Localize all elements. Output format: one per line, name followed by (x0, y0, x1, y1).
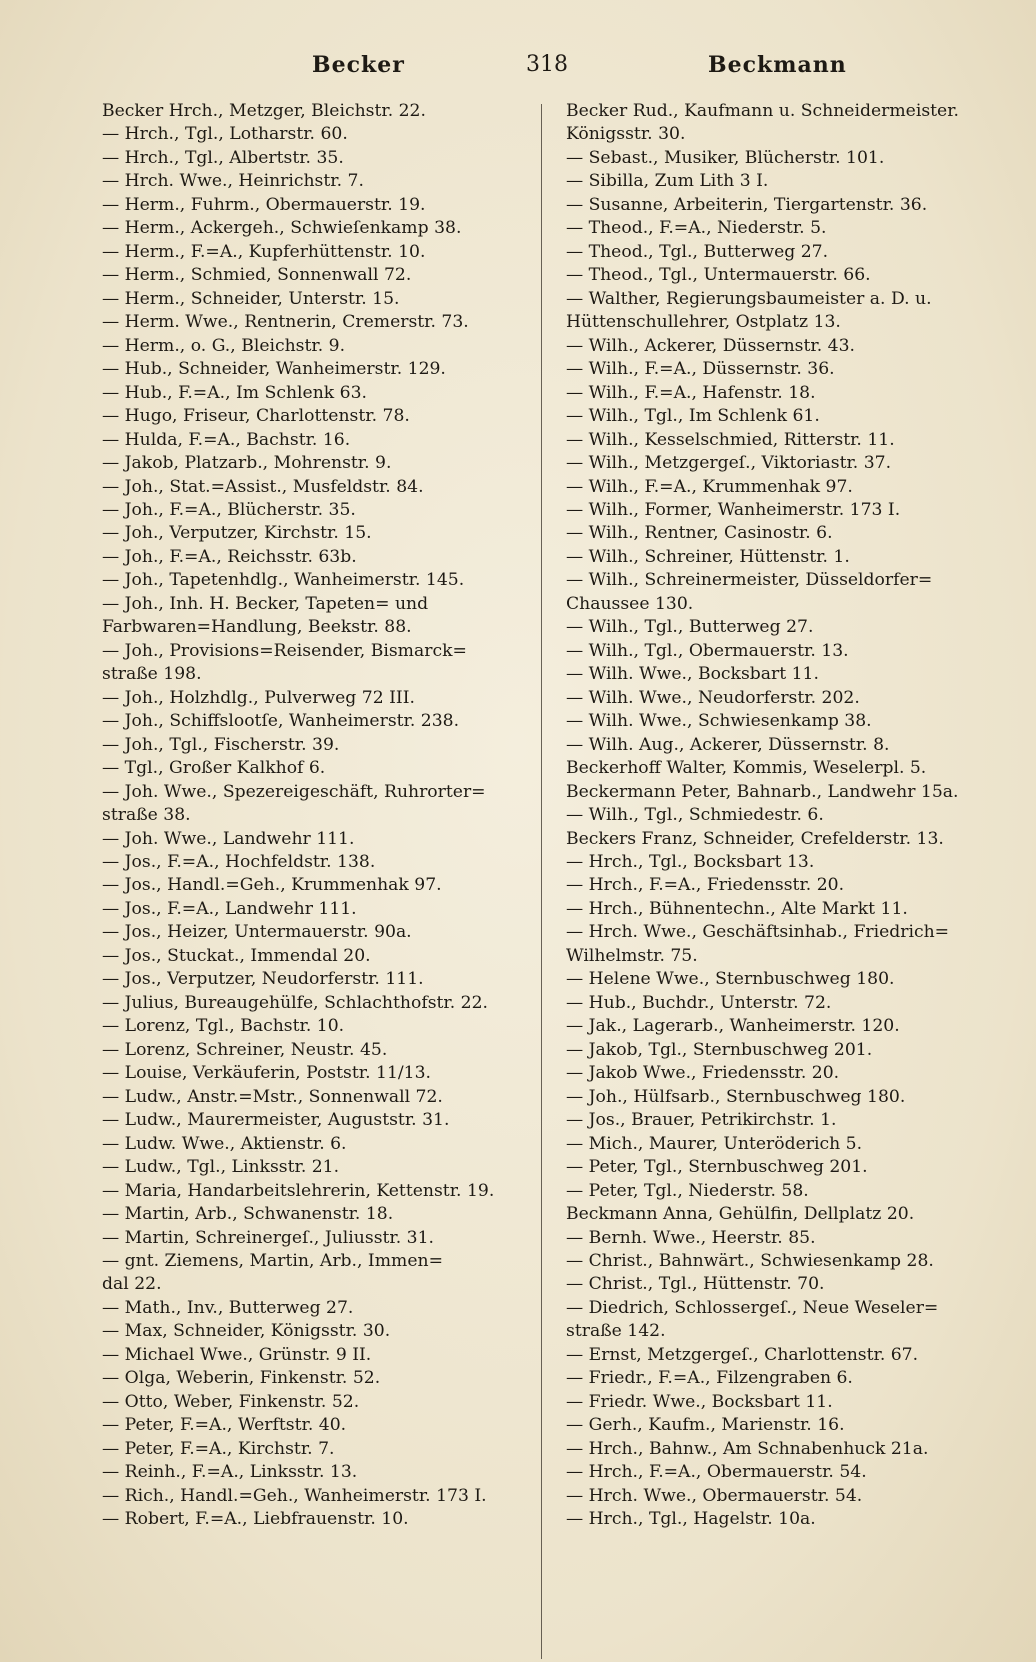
directory-entry: — Martin, Schreinergeſ., Juliusstr. 31. (102, 1227, 435, 1248)
directory-entry: — Wilh., Tgl., Schmiedestr. 6. (566, 805, 824, 826)
directory-entry: — Ludw. Wwe., Aktienstr. 6. (102, 1133, 347, 1154)
directory-entry: — Peter, F.=A., Kirchstr. 7. (102, 1438, 335, 1459)
directory-entry: Becker Hrch., Metzger, Bleichstr. 22. (102, 101, 426, 121)
directory-entry: Beckermann Peter, Bahnarb., Landwehr 15a. (566, 781, 959, 802)
directory-entry: — Jakob, Platzarb., Mohrenstr. 9. (102, 453, 392, 474)
directory-entry: — Sebast., Musiker, Blücherstr. 101. (566, 147, 885, 168)
directory-entry: Hüttenschullehrer, Ostplatz 13. (566, 312, 841, 333)
directory-entry: — Herm., o. G., Bleichstr. 9. (102, 335, 346, 356)
directory-entry: — Hugo, Friseur, Charlottenstr. 78. (102, 406, 410, 427)
directory-entry: — Michael Wwe., Grünstr. 9 II. (102, 1344, 372, 1365)
directory-entry: — Joh., Tapetenhdlg., Wanheimerstr. 145. (102, 570, 465, 591)
directory-entry: — Hub., Buchdr., Unterstr. 72. (566, 992, 832, 1013)
directory-entry: — Mich., Maurer, Unteröderich 5. (566, 1133, 863, 1154)
directory-entry: — Joh., Tgl., Fischerstr. 39. (102, 734, 340, 755)
directory-entry: — Wilh., F.=A., Hafenstr. 18. (566, 382, 816, 403)
directory-entry: — Hrch., Tgl., Hagelstr. 10a. (566, 1509, 816, 1530)
directory-entry: — Louise, Verkäuferin, Poststr. 11/13. (102, 1063, 432, 1084)
directory-entry: — Joh., Stat.=Assist., Musfeldstr. 84. (102, 476, 424, 497)
directory-entry: — Jos., Heizer, Untermauerstr. 90a. (102, 922, 412, 943)
directory-entry: — Jakob, Tgl., Sternbuschweg 201. (566, 1039, 873, 1060)
directory-entry: — Jos., Verputzer, Neudorferstr. 111. (102, 969, 424, 990)
directory-entry: — Otto, Weber, Finkenstr. 52. (102, 1391, 360, 1412)
directory-entry: — Julius, Bureaugehülfe, Schlachthofstr. 22. (102, 992, 489, 1013)
directory-entry: — Sibilla, Zum Lith 3 I. (566, 171, 769, 192)
page-number: 318 (526, 52, 568, 77)
directory-entry: — Wilh., Tgl., Butterweg 27. (566, 617, 814, 638)
directory-entry: — Joh., Schiffslootſe, Wanheimerstr. 238. (102, 711, 460, 732)
directory-entry: — Herm., Schmied, Sonnenwall 72. (102, 265, 412, 286)
directory-entry: — Friedr. Wwe., Bocksbart 11. (566, 1391, 833, 1412)
directory-entry: — Hrch. Wwe., Heinrichstr. 7. (102, 171, 364, 192)
directory-entry: — Hrch., Tgl., Albertstr. 35. (102, 147, 344, 168)
directory-entry: — Math., Inv., Butterweg 27. (102, 1297, 354, 1318)
directory-entry: — Hrch. Wwe., Geschäftsinhab., Friedrich= (566, 922, 950, 943)
directory-entry: — Ernst, Metzgergeſ., Charlottenstr. 67. (566, 1344, 919, 1365)
directory-entry: — Tgl., Großer Kalkhof 6. (102, 758, 326, 779)
directory-entry: — Joh., Provisions=Reisender, Bismarck= (102, 640, 467, 661)
directory-entry: — Walther, Regierungsbaumeister a. D. u. (566, 288, 932, 309)
directory-entry: — Wilh., F.=A., Düssernstr. 36. (566, 359, 835, 380)
directory-entry: — Bernh. Wwe., Heerstr. 85. (566, 1227, 816, 1248)
directory-entry: — Herm., Ackergeh., Schwieſenkamp 38. (102, 218, 462, 239)
directory-entry: — Jos., Handl.=Geh., Krummenhak 97. (102, 875, 442, 896)
directory-entry: — Peter, Tgl., Sternbuschweg 201. (566, 1157, 868, 1178)
directory-entry: — Theod., Tgl., Butterweg 27. (566, 241, 829, 262)
directory-entry: — Maria, Handarbeitslehrerin, Kettenstr. 19. (102, 1180, 495, 1201)
directory-entry: — Wilh., Tgl., Obermauerstr. 13. (566, 640, 849, 661)
directory-entry: — Joh. Wwe., Spezereigeschäft, Ruhrorter= (102, 781, 486, 802)
directory-entry: — Jos., Stuckat., Immendal 20. (102, 945, 371, 966)
directory-entry: — Susanne, Arbeiterin, Tiergartenstr. 36. (566, 194, 928, 215)
directory-entry: — gnt. Ziemens, Martin, Arb., Immen= (102, 1250, 443, 1271)
directory-entry: — Peter, Tgl., Niederstr. 58. (566, 1180, 809, 1201)
directory-entry: — Wilh., Metzgergeſ., Viktoriastr. 37. (566, 453, 892, 474)
directory-entry: Beckerhoff Walter, Kommis, Weselerpl. 5. (566, 758, 927, 779)
directory-entry: — Christ., Bahnwärt., Schwiesenkamp 28. (566, 1250, 934, 1271)
directory-entry: — Theod., Tgl., Untermauerstr. 66. (566, 265, 871, 286)
header-left-keyword: Becker (312, 52, 405, 78)
directory-entry: — Wilh., Former, Wanheimerstr. 173 I. (566, 499, 901, 520)
page-header (0, 52, 1036, 92)
directory-entry: Königsstr. 30. (566, 124, 686, 145)
directory-entry: — Hrch., F.=A., Obermauerstr. 54. (566, 1462, 867, 1483)
directory-entry: — Wilh. Wwe., Bocksbart 11. (566, 664, 819, 685)
directory-entry: — Hrch., F.=A., Friedensstr. 20. (566, 875, 845, 896)
directory-entry: — Theod., F.=A., Niederstr. 5. (566, 218, 827, 239)
directory-entry: — Wilh., Ackerer, Düssernstr. 43. (566, 335, 855, 356)
directory-entry: — Wilh. Wwe., Schwiesenkamp 38. (566, 711, 872, 732)
directory-entry: — Diedrich, Schlossergeſ., Neue Weseler= (566, 1297, 939, 1318)
directory-entry: — Herm. Wwe., Rentnerin, Cremerstr. 73. (102, 312, 469, 333)
directory-entry: — Joh., Hülfsarb., Sternbuschweg 180. (566, 1086, 906, 1107)
left-column (102, 100, 534, 1532)
directory-entry: — Wilh., Kesselschmied, Ritterstr. 11. (566, 429, 895, 450)
directory-entry: — Robert, F.=A., Liebfrauenstr. 10. (102, 1509, 409, 1530)
right-column (566, 100, 1006, 1532)
directory-entry: dal 22. (102, 1274, 162, 1295)
directory-entry: — Max, Schneider, Königsstr. 30. (102, 1321, 391, 1342)
directory-entry: straße 142. (566, 1321, 666, 1342)
directory-entry: — Hub., F.=A., Im Schlenk 63. (102, 382, 367, 403)
directory-entry: Farbwaren=Handlung, Beekstr. 88. (102, 617, 412, 638)
directory-entry: — Hub., Schneider, Wanheimerstr. 129. (102, 359, 446, 380)
directory-entry: Beckers Franz, Schneider, Crefelderstr. 13. (566, 828, 944, 849)
directory-entry: — Hrch., Bühnentechn., Alte Markt 11. (566, 898, 908, 919)
directory-entry: — Herm., F.=A., Kupferhüttenstr. 10. (102, 241, 426, 262)
directory-entry: Chaussee 130. (566, 593, 694, 614)
directory-entry: — Hrch. Wwe., Obermauerstr. 54. (566, 1485, 863, 1506)
directory-entry: — Jos., F.=A., Landwehr 111. (102, 898, 357, 919)
directory-entry: — Martin, Arb., Schwanenstr. 18. (102, 1204, 394, 1225)
directory-entry: — Reinh., F.=A., Linksstr. 13. (102, 1462, 358, 1483)
directory-entry: — Wilh., Rentner, Casinostr. 6. (566, 523, 833, 544)
directory-entry: — Wilh., F.=A., Krummenhak 97. (566, 476, 853, 497)
directory-entry: — Joh., F.=A., Blücherstr. 35. (102, 499, 356, 520)
directory-entry: — Herm., Fuhrm., Obermauerstr. 19. (102, 194, 426, 215)
directory-entry: — Hrch., Bahnw., Am Schnabenhuck 21a. (566, 1438, 929, 1459)
directory-entry: — Joh., Holzhdlg., Pulverweg 72 III. (102, 687, 415, 708)
directory-entry: — Wilh. Wwe., Neudorferstr. 202. (566, 687, 860, 708)
directory-entry: — Wilh., Schreiner, Hüttenstr. 1. (566, 546, 850, 567)
directory-entry: — Jos., F.=A., Hochfeldstr. 138. (102, 852, 376, 872)
column-divider (541, 104, 542, 1659)
directory-entry: Beckmann Anna, Gehülfin, Dellplatz 20. (566, 1204, 915, 1225)
directory-entry: — Lorenz, Schreiner, Neustr. 45. (102, 1039, 388, 1060)
directory-entry: — Helene Wwe., Sternbuschweg 180. (566, 969, 895, 990)
directory-entry: — Friedr., F.=A., Filzengraben 6. (566, 1368, 853, 1389)
directory-entry: — Joh., Inh. H. Becker, Tapeten= und (102, 593, 429, 614)
directory-entry: — Hulda, F.=A., Bachstr. 16. (102, 429, 351, 450)
directory-entry: — Joh. Wwe., Landwehr 111. (102, 828, 355, 849)
directory-entry: — Jakob Wwe., Friedensstr. 20. (566, 1063, 840, 1084)
directory-entry: — Joh., Verputzer, Kirchstr. 15. (102, 523, 372, 544)
directory-entry: — Joh., F.=A., Reichsstr. 63b. (102, 546, 357, 567)
directory-entry: — Jak., Lagerarb., Wanheimerstr. 120. (566, 1016, 900, 1037)
directory-entry: Wilhelmstr. 75. (566, 945, 698, 966)
directory-entry: — Ludw., Tgl., Linksstr. 21. (102, 1157, 340, 1178)
directory-entry: — Wilh., Schreinermeister, Düsseldorfer= (566, 570, 933, 591)
directory-entry: straße 198. (102, 664, 202, 685)
directory-entry: — Gerh., Kaufm., Marienstr. 16. (566, 1415, 845, 1436)
header-right-keyword: Beckmann (708, 52, 847, 78)
directory-entry: — Ludw., Anstr.=Mstr., Sonnenwall 72. (102, 1086, 443, 1107)
directory-entry: — Lorenz, Tgl., Bachstr. 10. (102, 1016, 345, 1037)
directory-entry: — Ludw., Maurermeister, Auguststr. 31. (102, 1110, 450, 1131)
directory-entry: — Herm., Schneider, Unterstr. 15. (102, 288, 400, 309)
directory-entry: — Jos., Brauer, Petrikirchstr. 1. (566, 1110, 837, 1131)
directory-entry: — Wilh., Tgl., Im Schlenk 61. (566, 406, 820, 427)
directory-entry: Becker Rud., Kaufmann u. Schneidermeister. (566, 101, 960, 121)
directory-entry: — Christ., Tgl., Hüttenstr. 70. (566, 1274, 825, 1295)
directory-entry: — Hrch., Tgl., Bocksbart 13. (566, 852, 815, 872)
directory-entry: — Peter, F.=A., Werftstr. 40. (102, 1415, 347, 1436)
directory-entry: — Olga, Weberin, Finkenstr. 52. (102, 1368, 381, 1389)
directory-entry: — Hrch., Tgl., Lotharstr. 60. (102, 124, 348, 145)
directory-entry: straße 38. (102, 805, 191, 826)
directory-entry: — Wilh. Aug., Ackerer, Düssernstr. 8. (566, 734, 890, 755)
directory-entry: — Rich., Handl.=Geh., Wanheimerstr. 173 I. (102, 1485, 487, 1506)
